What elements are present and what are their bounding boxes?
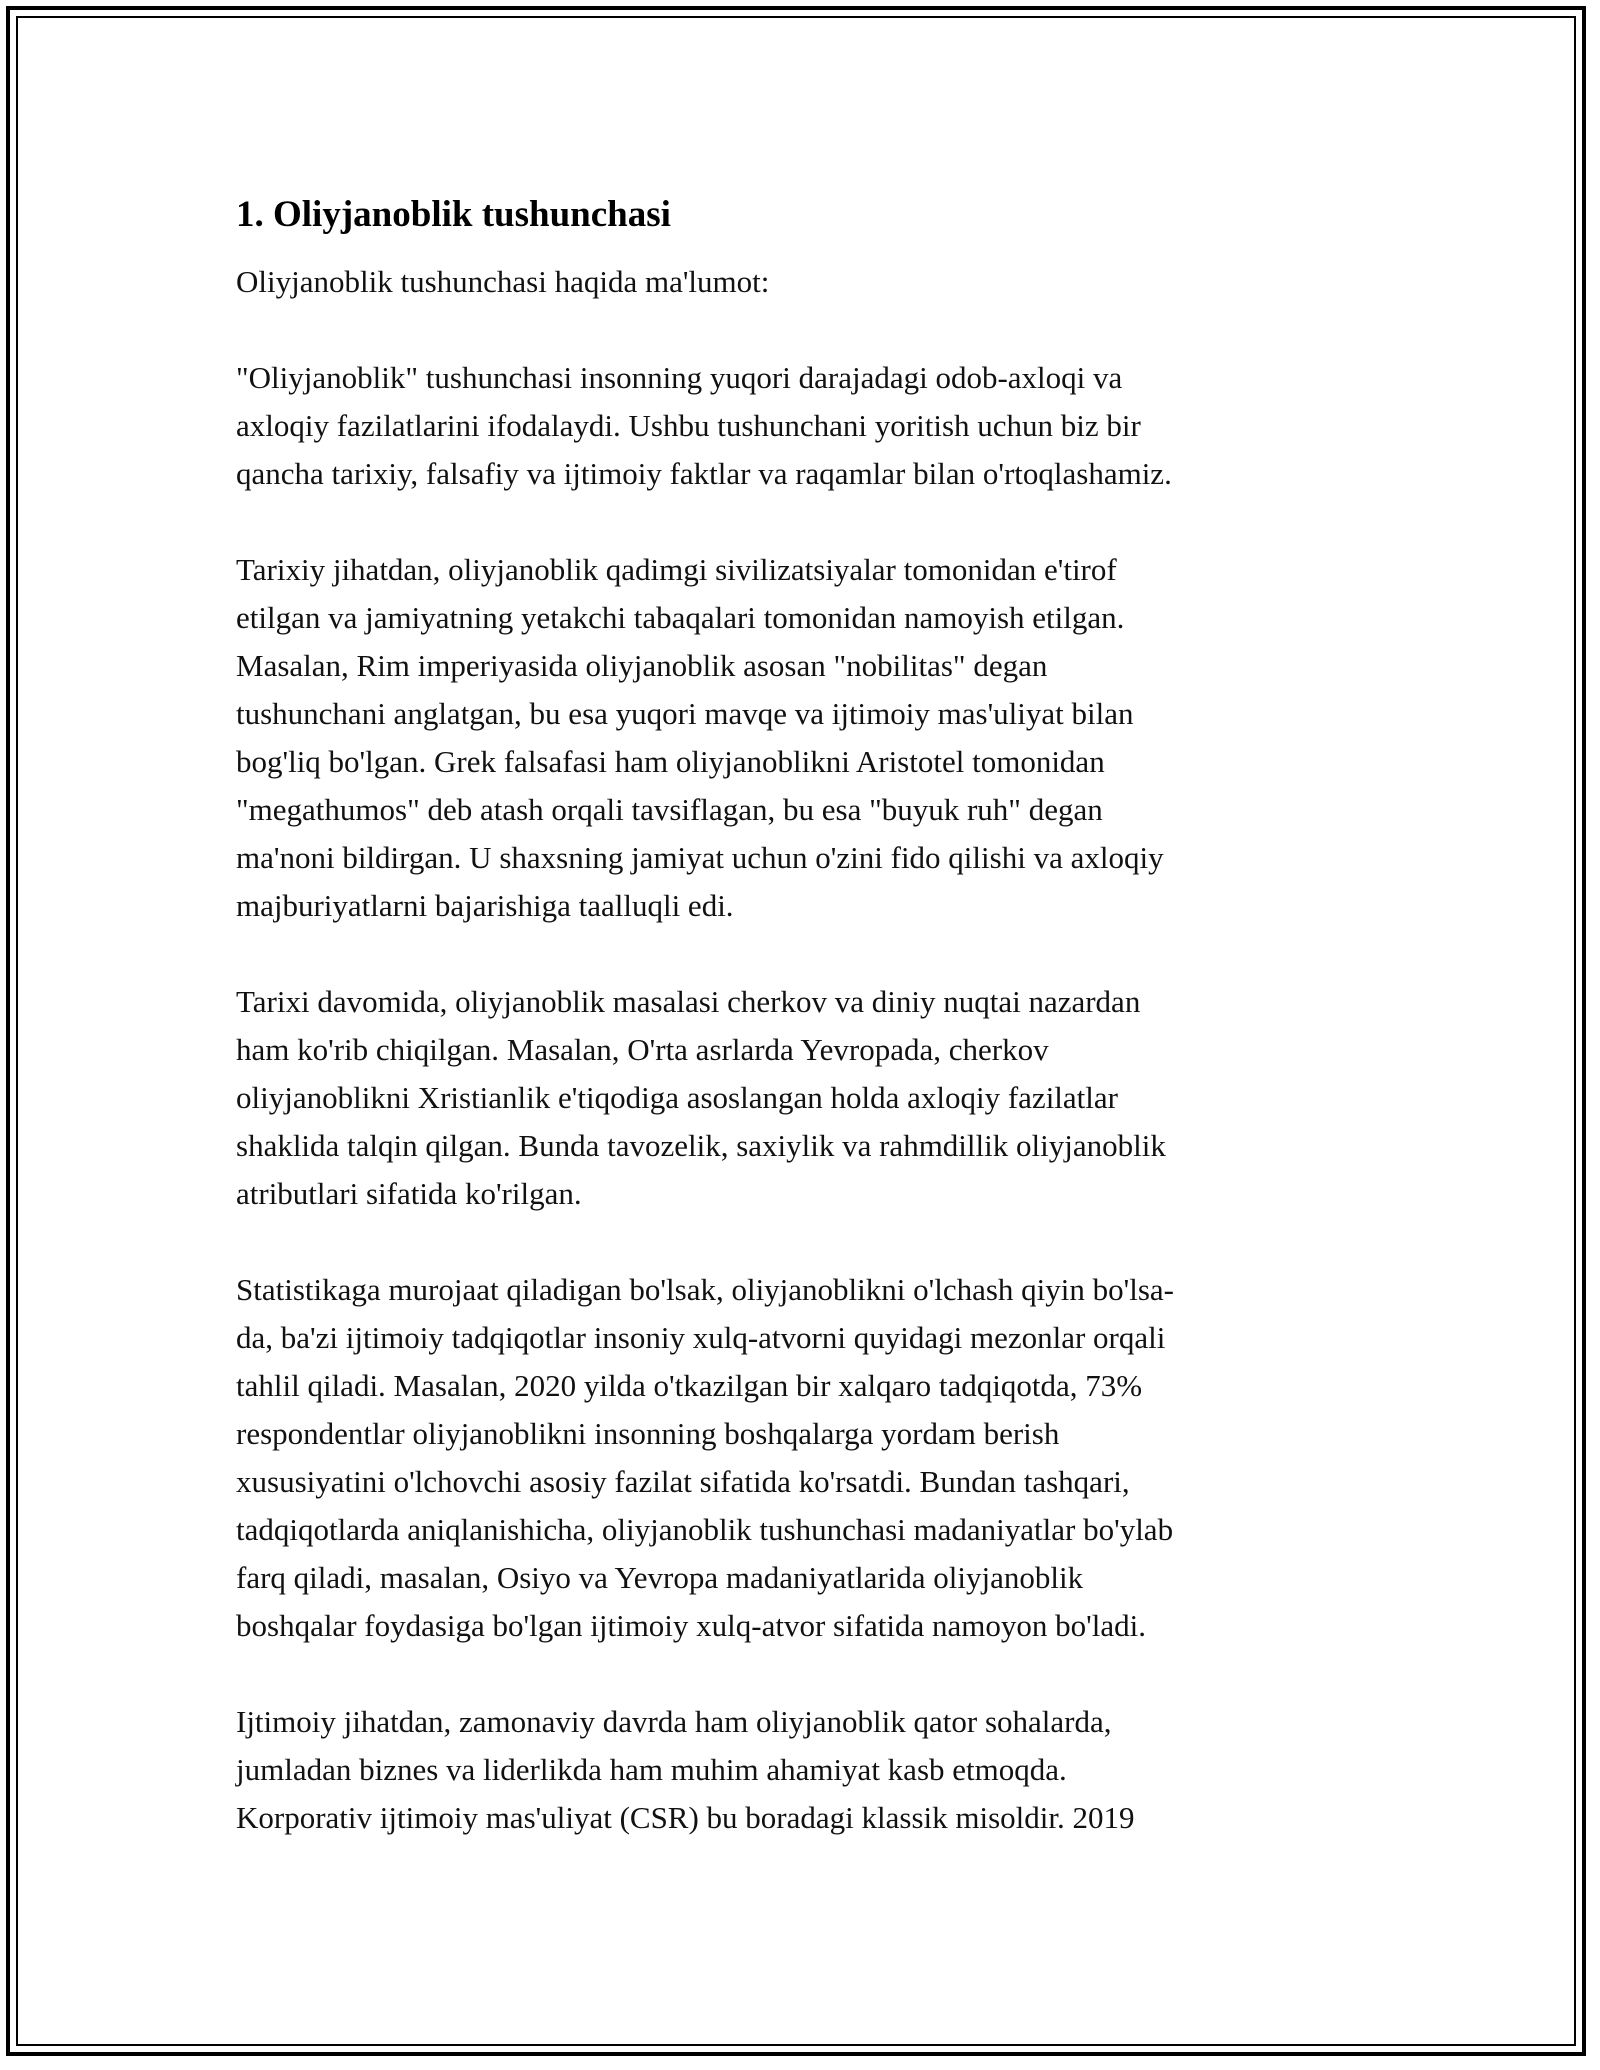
text-line: Tarixiy jihatdan, oliyjanoblik qadimgi sivilizatsiyalar tomonidan e'tirof bbox=[236, 552, 1117, 587]
intro-text: Oliyjanoblik tushunchasi haqida ma'lumot: bbox=[236, 264, 770, 299]
text-line: da, ba'zi ijtimoiy tadqiqotlar insoniy xulq-atvorni quyidagi mezonlar orqali bbox=[236, 1320, 1166, 1355]
text-line: Masalan, Rim imperiyasida oliyjanoblik asosan "nobilitas" degan bbox=[236, 648, 1048, 683]
text-line: etilgan va jamiyatning yetakchi tabaqalari tomonidan namoyish etilgan. bbox=[236, 600, 1125, 635]
text-line: jumladan biznes va liderlikda ham muhim ahamiyat kasb etmoqda. bbox=[236, 1752, 1067, 1787]
text-line: oliyjanoblikni Xristianlik e'tiqodiga asoslangan holda axloqiy fazilatlar bbox=[236, 1080, 1118, 1115]
text-line: qancha tarixiy, falsafiy va ijtimoiy faktlar va raqamlar bilan o'rtoqlashamiz. bbox=[236, 456, 1172, 491]
text-line: tahlil qiladi. Masalan, 2020 yilda o'tkazilgan bir xalqaro tadqiqotda, 73% bbox=[236, 1368, 1143, 1403]
text-line: "Oliyjanoblik" tushunchasi insonning yuqori darajadagi odob-axloqi va bbox=[236, 360, 1123, 395]
text-line: farq qiladi, masalan, Osiyo va Yevropa madaniyatlarida oliyjanoblik bbox=[236, 1560, 1084, 1595]
paragraph-religion bbox=[236, 978, 1376, 1218]
text-line: atributlari sifatida ko'rilgan. bbox=[236, 1176, 582, 1211]
text-line: boshqalar foydasiga bo'lgan ijtimoiy xulq-atvor sifatida namoyon bo'ladi. bbox=[236, 1608, 1146, 1643]
section-heading: 1. Oliyjanoblik tushunchasi bbox=[236, 194, 671, 235]
text-line: Tarixi davomida, oliyjanoblik masalasi cherkov va diniy nuqtai nazardan bbox=[236, 984, 1141, 1019]
paragraph-definition bbox=[236, 354, 1376, 498]
text-line: xususiyatini o'lchovchi asosiy fazilat sifatida ko'rsatdi. Bundan tashqari, bbox=[236, 1464, 1130, 1499]
text-line: bog'liq bo'lgan. Grek falsafasi ham oliyjanoblikni Aristotel tomonidan bbox=[236, 744, 1105, 779]
text-line: shaklida talqin qilgan. Bunda tavozelik, saxiylik va rahmdillik oliyjanoblik bbox=[236, 1128, 1166, 1163]
text-line: majburiyatlarni bajarishiga taalluqli edi. bbox=[236, 888, 734, 923]
text-line: Korporativ ijtimoiy mas'uliyat (CSR) bu boradagi klassik misoldir. 2019 bbox=[236, 1800, 1135, 1835]
document-body bbox=[236, 188, 1376, 1890]
paragraph-statistics bbox=[236, 1266, 1376, 1650]
text-line: Ijtimoiy jihatdan, zamonaviy davrda ham oliyjanoblik qator sohalarda, bbox=[236, 1704, 1112, 1739]
text-line: Statistikaga murojaat qiladigan bo'lsak, oliyjanoblikni o'lchash qiyin bo'lsa- bbox=[236, 1272, 1174, 1307]
text-line: ham ko'rib chiqilgan. Masalan, O'rta asrlarda Yevropada, cherkov bbox=[236, 1032, 1049, 1067]
text-line: ma'noni bildirgan. U shaxsning jamiyat uchun o'zini fido qilishi va axloqiy bbox=[236, 840, 1164, 875]
text-line: respondentlar oliyjanoblikni insonning boshqalarga yordam berish bbox=[236, 1416, 1060, 1451]
text-line: "megathumos" deb atash orqali tavsiflagan, bu esa "buyuk ruh" degan bbox=[236, 792, 1103, 827]
text-line: tushunchani anglatgan, bu esa yuqori mavqe va ijtimoiy mas'uliyat bilan bbox=[236, 696, 1134, 731]
paragraph-history bbox=[236, 546, 1376, 930]
paragraph-social bbox=[236, 1698, 1376, 1842]
text-line: tadqiqotlarda aniqlanishicha, oliyjanoblik tushunchasi madaniyatlar bo'ylab bbox=[236, 1512, 1174, 1547]
text-line: axloqiy fazilatlarini ifodalaydi. Ushbu tushunchani yoritish uchun biz bir bbox=[236, 408, 1141, 443]
